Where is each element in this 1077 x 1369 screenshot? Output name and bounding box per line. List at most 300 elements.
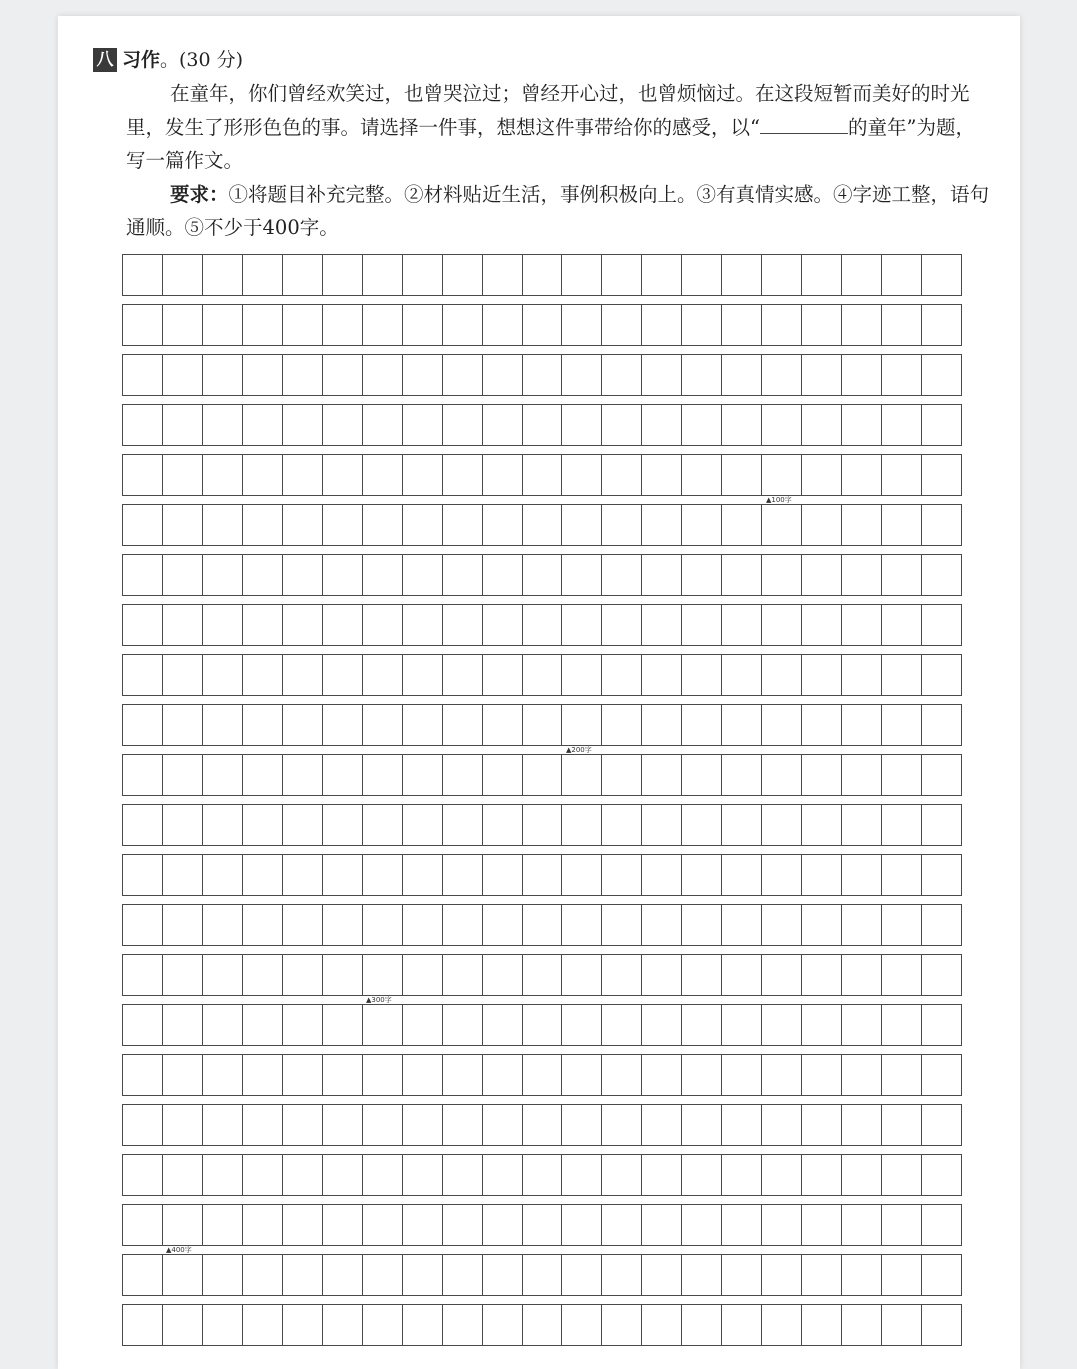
grid-cell[interactable] bbox=[681, 1154, 721, 1196]
grid-cell[interactable] bbox=[921, 354, 962, 396]
grid-cell[interactable] bbox=[881, 1104, 921, 1146]
grid-cell[interactable] bbox=[761, 1004, 801, 1046]
grid-cell[interactable] bbox=[162, 554, 202, 596]
grid-cell[interactable] bbox=[681, 1104, 721, 1146]
grid-cell[interactable] bbox=[561, 1104, 601, 1146]
grid-cell[interactable] bbox=[801, 504, 841, 546]
grid-cell[interactable] bbox=[522, 554, 562, 596]
grid-cell[interactable] bbox=[841, 1104, 881, 1146]
grid-cell[interactable] bbox=[601, 554, 641, 596]
grid-cell[interactable] bbox=[362, 804, 402, 846]
grid-cell[interactable] bbox=[442, 654, 482, 696]
grid-cell[interactable] bbox=[801, 404, 841, 446]
grid-cell[interactable] bbox=[282, 1254, 322, 1296]
grid-cell[interactable] bbox=[841, 504, 881, 546]
grid-cell[interactable] bbox=[522, 954, 562, 996]
grid-cell[interactable] bbox=[282, 554, 322, 596]
grid-cell[interactable] bbox=[681, 304, 721, 346]
grid-cell[interactable] bbox=[641, 304, 681, 346]
grid-cell[interactable] bbox=[442, 804, 482, 846]
grid-cell[interactable] bbox=[482, 854, 522, 896]
grid-cell[interactable] bbox=[641, 504, 681, 546]
grid-cell[interactable] bbox=[122, 1254, 162, 1296]
grid-cell[interactable] bbox=[681, 654, 721, 696]
grid-cell[interactable] bbox=[322, 654, 362, 696]
grid-cell[interactable] bbox=[601, 1054, 641, 1096]
grid-cell[interactable] bbox=[641, 1004, 681, 1046]
grid-cell[interactable] bbox=[881, 454, 921, 496]
grid-cell[interactable] bbox=[841, 954, 881, 996]
grid-cell[interactable] bbox=[881, 1154, 921, 1196]
grid-cell[interactable] bbox=[162, 454, 202, 496]
grid-cell[interactable] bbox=[561, 854, 601, 896]
grid-cell[interactable] bbox=[122, 504, 162, 546]
grid-cell[interactable] bbox=[641, 654, 681, 696]
grid-cell[interactable] bbox=[162, 254, 202, 296]
grid-cell[interactable] bbox=[801, 704, 841, 746]
grid-cell[interactable] bbox=[442, 1104, 482, 1146]
grid-cell[interactable] bbox=[841, 254, 881, 296]
grid-cell[interactable] bbox=[442, 404, 482, 446]
grid-cell[interactable] bbox=[122, 304, 162, 346]
grid-cell[interactable] bbox=[801, 854, 841, 896]
grid-cell[interactable] bbox=[482, 754, 522, 796]
grid-cell[interactable] bbox=[402, 1054, 442, 1096]
grid-cell[interactable] bbox=[561, 1304, 601, 1346]
grid-cell[interactable] bbox=[601, 654, 641, 696]
grid-cell[interactable] bbox=[122, 1304, 162, 1346]
grid-cell[interactable] bbox=[761, 854, 801, 896]
grid-cell[interactable] bbox=[202, 754, 242, 796]
grid-cell[interactable] bbox=[162, 754, 202, 796]
grid-cell[interactable] bbox=[721, 1254, 761, 1296]
grid-cell[interactable] bbox=[322, 854, 362, 896]
grid-cell[interactable] bbox=[482, 304, 522, 346]
grid-cell[interactable] bbox=[162, 1154, 202, 1196]
grid-cell[interactable] bbox=[522, 1154, 562, 1196]
grid-cell[interactable] bbox=[761, 754, 801, 796]
grid-cell[interactable] bbox=[681, 454, 721, 496]
grid-cell[interactable] bbox=[641, 754, 681, 796]
grid-cell[interactable] bbox=[402, 354, 442, 396]
grid-cell[interactable] bbox=[641, 354, 681, 396]
grid-cell[interactable] bbox=[282, 354, 322, 396]
grid-cell[interactable] bbox=[761, 1304, 801, 1346]
grid-cell[interactable] bbox=[881, 954, 921, 996]
grid-cell[interactable] bbox=[482, 804, 522, 846]
grid-cell[interactable] bbox=[841, 1004, 881, 1046]
grid-cell[interactable] bbox=[721, 804, 761, 846]
grid-cell[interactable] bbox=[362, 654, 402, 696]
grid-cell[interactable] bbox=[202, 554, 242, 596]
grid-cell[interactable] bbox=[482, 704, 522, 746]
grid-cell[interactable] bbox=[681, 1204, 721, 1246]
grid-cell[interactable] bbox=[522, 1254, 562, 1296]
grid-cell[interactable] bbox=[841, 554, 881, 596]
grid-cell[interactable] bbox=[601, 1304, 641, 1346]
grid-cell[interactable] bbox=[442, 304, 482, 346]
grid-cell[interactable] bbox=[402, 1004, 442, 1046]
grid-cell[interactable] bbox=[322, 1154, 362, 1196]
grid-cell[interactable] bbox=[282, 954, 322, 996]
grid-cell[interactable] bbox=[881, 404, 921, 446]
grid-cell[interactable] bbox=[322, 404, 362, 446]
grid-cell[interactable] bbox=[801, 1204, 841, 1246]
grid-cell[interactable] bbox=[522, 354, 562, 396]
grid-cell[interactable] bbox=[242, 1154, 282, 1196]
grid-cell[interactable] bbox=[362, 304, 402, 346]
grid-cell[interactable] bbox=[482, 454, 522, 496]
grid-cell[interactable] bbox=[242, 1104, 282, 1146]
grid-cell[interactable] bbox=[601, 404, 641, 446]
grid-cell[interactable] bbox=[801, 304, 841, 346]
grid-cell[interactable] bbox=[681, 1004, 721, 1046]
grid-cell[interactable] bbox=[162, 404, 202, 446]
grid-cell[interactable] bbox=[162, 604, 202, 646]
grid-cell[interactable] bbox=[202, 1304, 242, 1346]
grid-cell[interactable] bbox=[801, 254, 841, 296]
grid-cell[interactable] bbox=[362, 1254, 402, 1296]
grid-cell[interactable] bbox=[442, 754, 482, 796]
grid-cell[interactable] bbox=[202, 354, 242, 396]
grid-cell[interactable] bbox=[162, 304, 202, 346]
grid-cell[interactable] bbox=[522, 1054, 562, 1096]
grid-cell[interactable] bbox=[482, 1054, 522, 1096]
grid-cell[interactable] bbox=[442, 254, 482, 296]
grid-cell[interactable] bbox=[801, 354, 841, 396]
grid-cell[interactable] bbox=[122, 754, 162, 796]
grid-cell[interactable] bbox=[601, 254, 641, 296]
grid-cell[interactable] bbox=[921, 954, 962, 996]
grid-cell[interactable] bbox=[442, 854, 482, 896]
grid-cell[interactable] bbox=[761, 304, 801, 346]
grid-cell[interactable] bbox=[522, 1204, 562, 1246]
grid-cell[interactable] bbox=[681, 404, 721, 446]
grid-cell[interactable] bbox=[282, 604, 322, 646]
grid-cell[interactable] bbox=[162, 954, 202, 996]
grid-cell[interactable] bbox=[122, 1054, 162, 1096]
grid-cell[interactable] bbox=[841, 454, 881, 496]
grid-cell[interactable] bbox=[801, 1154, 841, 1196]
grid-cell[interactable] bbox=[282, 454, 322, 496]
grid-cell[interactable] bbox=[921, 1004, 962, 1046]
grid-cell[interactable] bbox=[482, 604, 522, 646]
grid-cell[interactable] bbox=[482, 1254, 522, 1296]
grid-cell[interactable] bbox=[761, 404, 801, 446]
grid-cell[interactable] bbox=[641, 454, 681, 496]
grid-cell[interactable] bbox=[282, 1054, 322, 1096]
grid-cell[interactable] bbox=[322, 504, 362, 546]
grid-cell[interactable] bbox=[721, 554, 761, 596]
grid-cell[interactable] bbox=[162, 854, 202, 896]
grid-cell[interactable] bbox=[482, 354, 522, 396]
grid-cell[interactable] bbox=[721, 654, 761, 696]
grid-cell[interactable] bbox=[322, 804, 362, 846]
grid-cell[interactable] bbox=[522, 804, 562, 846]
grid-cell[interactable] bbox=[761, 1154, 801, 1196]
grid-cell[interactable] bbox=[202, 804, 242, 846]
grid-cell[interactable] bbox=[282, 504, 322, 546]
grid-cell[interactable] bbox=[681, 554, 721, 596]
grid-cell[interactable] bbox=[881, 1054, 921, 1096]
grid-cell[interactable] bbox=[402, 304, 442, 346]
grid-cell[interactable] bbox=[522, 454, 562, 496]
grid-cell[interactable] bbox=[681, 1054, 721, 1096]
grid-cell[interactable] bbox=[761, 1054, 801, 1096]
grid-cell[interactable] bbox=[721, 354, 761, 396]
grid-cell[interactable] bbox=[322, 704, 362, 746]
grid-cell[interactable] bbox=[482, 954, 522, 996]
grid-cell[interactable] bbox=[601, 854, 641, 896]
grid-cell[interactable] bbox=[681, 754, 721, 796]
grid-cell[interactable] bbox=[122, 954, 162, 996]
grid-cell[interactable] bbox=[881, 654, 921, 696]
grid-cell[interactable] bbox=[641, 1104, 681, 1146]
grid-cell[interactable] bbox=[282, 904, 322, 946]
grid-cell[interactable] bbox=[442, 454, 482, 496]
grid-cell[interactable] bbox=[601, 904, 641, 946]
grid-cell[interactable] bbox=[681, 804, 721, 846]
grid-cell[interactable] bbox=[202, 404, 242, 446]
grid-cell[interactable] bbox=[721, 254, 761, 296]
grid-cell[interactable] bbox=[122, 404, 162, 446]
grid-cell[interactable] bbox=[322, 304, 362, 346]
grid-cell[interactable] bbox=[721, 954, 761, 996]
grid-cell[interactable] bbox=[482, 1104, 522, 1146]
grid-cell[interactable] bbox=[921, 1304, 962, 1346]
grid-cell[interactable] bbox=[442, 504, 482, 546]
grid-cell[interactable] bbox=[482, 404, 522, 446]
title-blank[interactable] bbox=[760, 113, 848, 134]
grid-cell[interactable] bbox=[801, 954, 841, 996]
grid-cell[interactable] bbox=[122, 904, 162, 946]
grid-cell[interactable] bbox=[122, 1104, 162, 1146]
grid-cell[interactable] bbox=[761, 454, 801, 496]
grid-cell[interactable] bbox=[482, 1004, 522, 1046]
grid-cell[interactable] bbox=[202, 604, 242, 646]
grid-cell[interactable] bbox=[362, 454, 402, 496]
grid-cell[interactable] bbox=[841, 1254, 881, 1296]
grid-cell[interactable] bbox=[921, 454, 962, 496]
grid-cell[interactable] bbox=[242, 954, 282, 996]
grid-cell[interactable] bbox=[921, 404, 962, 446]
grid-cell[interactable] bbox=[242, 1254, 282, 1296]
grid-cell[interactable] bbox=[921, 754, 962, 796]
grid-cell[interactable] bbox=[362, 1304, 402, 1346]
grid-cell[interactable] bbox=[242, 854, 282, 896]
grid-cell[interactable] bbox=[681, 1254, 721, 1296]
grid-cell[interactable] bbox=[561, 404, 601, 446]
grid-cell[interactable] bbox=[242, 504, 282, 546]
grid-cell[interactable] bbox=[841, 854, 881, 896]
grid-cell[interactable] bbox=[641, 804, 681, 846]
grid-cell[interactable] bbox=[881, 854, 921, 896]
grid-cell[interactable] bbox=[601, 354, 641, 396]
grid-cell[interactable] bbox=[921, 704, 962, 746]
grid-cell[interactable] bbox=[162, 504, 202, 546]
grid-cell[interactable] bbox=[841, 1054, 881, 1096]
grid-cell[interactable] bbox=[442, 354, 482, 396]
grid-cell[interactable] bbox=[162, 1054, 202, 1096]
grid-cell[interactable] bbox=[322, 904, 362, 946]
grid-cell[interactable] bbox=[522, 704, 562, 746]
grid-cell[interactable] bbox=[202, 904, 242, 946]
grid-cell[interactable] bbox=[402, 754, 442, 796]
grid-cell[interactable] bbox=[561, 354, 601, 396]
grid-cell[interactable] bbox=[601, 1004, 641, 1046]
grid-cell[interactable] bbox=[362, 754, 402, 796]
grid-cell[interactable] bbox=[761, 354, 801, 396]
grid-cell[interactable] bbox=[881, 804, 921, 846]
grid-cell[interactable] bbox=[442, 1054, 482, 1096]
grid-cell[interactable] bbox=[921, 554, 962, 596]
grid-cell[interactable] bbox=[402, 904, 442, 946]
grid-cell[interactable] bbox=[921, 1154, 962, 1196]
grid-cell[interactable] bbox=[482, 654, 522, 696]
grid-cell[interactable] bbox=[721, 1104, 761, 1146]
grid-cell[interactable] bbox=[561, 804, 601, 846]
grid-cell[interactable] bbox=[122, 554, 162, 596]
grid-cell[interactable] bbox=[801, 754, 841, 796]
grid-cell[interactable] bbox=[601, 1254, 641, 1296]
grid-cell[interactable] bbox=[921, 254, 962, 296]
grid-cell[interactable] bbox=[322, 354, 362, 396]
grid-cell[interactable] bbox=[601, 454, 641, 496]
grid-cell[interactable] bbox=[402, 254, 442, 296]
grid-cell[interactable] bbox=[881, 1204, 921, 1246]
grid-cell[interactable] bbox=[202, 304, 242, 346]
grid-cell[interactable] bbox=[721, 854, 761, 896]
grid-cell[interactable] bbox=[362, 404, 402, 446]
grid-cell[interactable] bbox=[242, 804, 282, 846]
grid-cell[interactable] bbox=[921, 1204, 962, 1246]
grid-cell[interactable] bbox=[721, 454, 761, 496]
grid-cell[interactable] bbox=[362, 1004, 402, 1046]
grid-cell[interactable] bbox=[402, 1304, 442, 1346]
grid-cell[interactable] bbox=[761, 704, 801, 746]
grid-cell[interactable] bbox=[282, 404, 322, 446]
grid-cell[interactable] bbox=[322, 1204, 362, 1246]
grid-cell[interactable] bbox=[322, 1004, 362, 1046]
grid-cell[interactable] bbox=[362, 704, 402, 746]
grid-cell[interactable] bbox=[522, 304, 562, 346]
grid-cell[interactable] bbox=[641, 604, 681, 646]
grid-cell[interactable] bbox=[402, 504, 442, 546]
grid-cell[interactable] bbox=[841, 1154, 881, 1196]
grid-cell[interactable] bbox=[442, 954, 482, 996]
grid-cell[interactable] bbox=[442, 1304, 482, 1346]
grid-cell[interactable] bbox=[761, 904, 801, 946]
grid-cell[interactable] bbox=[721, 304, 761, 346]
grid-cell[interactable] bbox=[561, 954, 601, 996]
grid-cell[interactable] bbox=[442, 554, 482, 596]
grid-cell[interactable] bbox=[202, 504, 242, 546]
grid-cell[interactable] bbox=[242, 754, 282, 796]
grid-cell[interactable] bbox=[841, 304, 881, 346]
grid-cell[interactable] bbox=[601, 704, 641, 746]
grid-cell[interactable] bbox=[122, 854, 162, 896]
grid-cell[interactable] bbox=[601, 1104, 641, 1146]
grid-cell[interactable] bbox=[522, 404, 562, 446]
grid-cell[interactable] bbox=[122, 804, 162, 846]
grid-cell[interactable] bbox=[322, 954, 362, 996]
grid-cell[interactable] bbox=[522, 504, 562, 546]
grid-cell[interactable] bbox=[881, 1254, 921, 1296]
grid-cell[interactable] bbox=[841, 354, 881, 396]
grid-cell[interactable] bbox=[841, 704, 881, 746]
grid-cell[interactable] bbox=[921, 504, 962, 546]
grid-cell[interactable] bbox=[681, 704, 721, 746]
grid-cell[interactable] bbox=[761, 254, 801, 296]
grid-cell[interactable] bbox=[242, 1304, 282, 1346]
grid-cell[interactable] bbox=[801, 904, 841, 946]
grid-cell[interactable] bbox=[242, 304, 282, 346]
grid-cell[interactable] bbox=[761, 654, 801, 696]
grid-cell[interactable] bbox=[601, 304, 641, 346]
grid-cell[interactable] bbox=[122, 704, 162, 746]
grid-cell[interactable] bbox=[522, 254, 562, 296]
grid-cell[interactable] bbox=[801, 554, 841, 596]
grid-cell[interactable] bbox=[721, 1204, 761, 1246]
grid-cell[interactable] bbox=[402, 1204, 442, 1246]
grid-cell[interactable] bbox=[561, 304, 601, 346]
grid-cell[interactable] bbox=[402, 1254, 442, 1296]
grid-cell[interactable] bbox=[921, 1104, 962, 1146]
grid-cell[interactable] bbox=[202, 654, 242, 696]
grid-cell[interactable] bbox=[402, 954, 442, 996]
grid-cell[interactable] bbox=[162, 904, 202, 946]
grid-cell[interactable] bbox=[721, 1004, 761, 1046]
grid-cell[interactable] bbox=[482, 254, 522, 296]
grid-cell[interactable] bbox=[202, 1254, 242, 1296]
grid-cell[interactable] bbox=[402, 654, 442, 696]
grid-cell[interactable] bbox=[921, 1054, 962, 1096]
grid-cell[interactable] bbox=[242, 354, 282, 396]
grid-cell[interactable] bbox=[282, 1204, 322, 1246]
grid-cell[interactable] bbox=[761, 954, 801, 996]
grid-cell[interactable] bbox=[881, 304, 921, 346]
grid-cell[interactable] bbox=[641, 1204, 681, 1246]
grid-cell[interactable] bbox=[162, 804, 202, 846]
grid-cell[interactable] bbox=[362, 1204, 402, 1246]
grid-cell[interactable] bbox=[841, 1204, 881, 1246]
grid-cell[interactable] bbox=[482, 554, 522, 596]
grid-cell[interactable] bbox=[122, 1204, 162, 1246]
grid-cell[interactable] bbox=[801, 1054, 841, 1096]
grid-cell[interactable] bbox=[921, 854, 962, 896]
grid-cell[interactable] bbox=[522, 1104, 562, 1146]
grid-cell[interactable] bbox=[282, 654, 322, 696]
grid-cell[interactable] bbox=[322, 1254, 362, 1296]
grid-cell[interactable] bbox=[761, 554, 801, 596]
grid-cell[interactable] bbox=[801, 654, 841, 696]
grid-cell[interactable] bbox=[242, 1054, 282, 1096]
grid-cell[interactable] bbox=[841, 804, 881, 846]
grid-cell[interactable] bbox=[921, 304, 962, 346]
grid-cell[interactable] bbox=[242, 554, 282, 596]
grid-cell[interactable] bbox=[641, 1304, 681, 1346]
grid-cell[interactable] bbox=[561, 1154, 601, 1196]
grid-cell[interactable] bbox=[881, 604, 921, 646]
grid-cell[interactable] bbox=[641, 1054, 681, 1096]
grid-cell[interactable] bbox=[561, 554, 601, 596]
grid-cell[interactable] bbox=[402, 554, 442, 596]
grid-cell[interactable] bbox=[242, 254, 282, 296]
grid-cell[interactable] bbox=[362, 1154, 402, 1196]
grid-cell[interactable] bbox=[601, 954, 641, 996]
grid-cell[interactable] bbox=[681, 854, 721, 896]
grid-cell[interactable] bbox=[561, 654, 601, 696]
